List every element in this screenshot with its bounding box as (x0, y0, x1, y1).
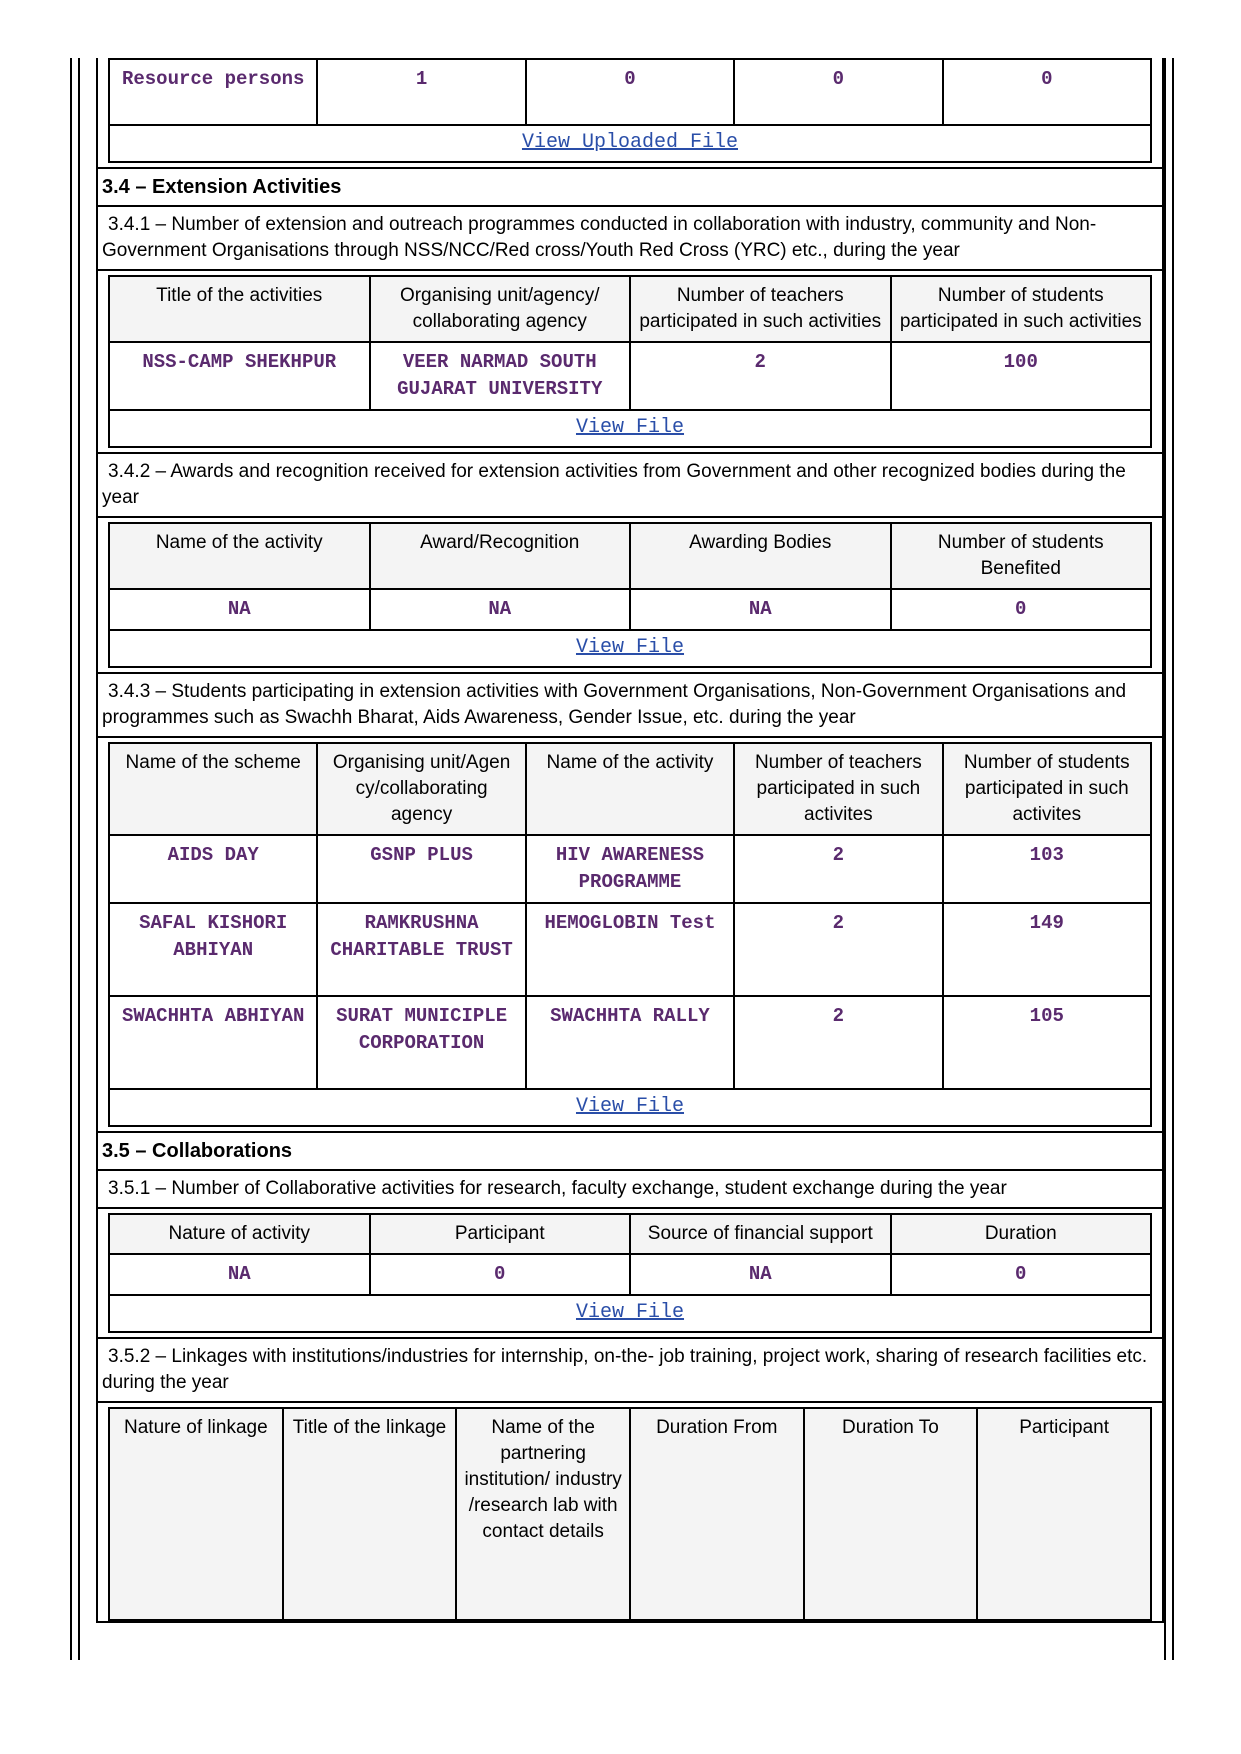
section-title-3-5: 3.5 – Collaborations (98, 1133, 1162, 1171)
table-3-4-2 (108, 522, 1152, 668)
table-wrap-3-4-2 (98, 518, 1162, 674)
view-file-link[interactable]: View File (575, 1095, 685, 1118)
table-header-row (109, 1214, 1151, 1254)
table-cell: VEER NARMAD SOUTH GUJARAT UNIVERSITY (370, 342, 631, 410)
subsection-heading-3-4-2: 3.4.2 – Awards and recognition received for extension activities from Government and other recognized bodies during the year (98, 454, 1162, 518)
view-file-link[interactable]: View File (575, 416, 685, 439)
table-cell: Resource persons (109, 59, 317, 125)
table-row (109, 59, 1151, 125)
table-cell: 1 (317, 59, 525, 125)
table-wrap-3-4-1 (98, 271, 1162, 454)
column-header: Duration To (804, 1408, 978, 1620)
table-row (109, 996, 1151, 1089)
column-header: Number of teachers participated in such activites (734, 743, 942, 835)
table-cell: 0 (526, 59, 734, 125)
report-content (96, 58, 1164, 1623)
column-header: Name of the activity (109, 523, 370, 589)
table-row (109, 342, 1151, 410)
table-row (109, 1254, 1151, 1295)
column-header: Source of financial support (630, 1214, 891, 1254)
column-header: Name of the scheme (109, 743, 317, 835)
column-header: Title of the linkage (283, 1408, 457, 1620)
view-file-link[interactable]: View File (575, 636, 685, 659)
column-header: Participant (977, 1408, 1151, 1620)
column-header: Award/Recognition (370, 523, 631, 589)
subsection-heading-3-4-3: 3.4.3 – Students participating in extension activities with Government Organisations, Non-Government Organisations and programmes such as Swachh Bharat, Aids Awareness, Gender Issue, etc. during the year (98, 674, 1162, 738)
section-title-3-4: 3.4 – Extension Activities (98, 169, 1162, 207)
column-header: Awarding Bodies (630, 523, 891, 589)
page-border-right-inner (1164, 58, 1166, 1660)
resource-persons-table (108, 58, 1152, 163)
table-cell: 2 (734, 835, 942, 903)
page-border-left-inner (78, 58, 80, 1660)
view-file-link[interactable]: View File (575, 1301, 685, 1324)
table-wrap-3-5-1 (98, 1209, 1162, 1339)
table-cell: GSNP PLUS (317, 835, 525, 903)
table-wrap-3-5-2 (98, 1403, 1162, 1621)
table-cell: NA (630, 1254, 891, 1295)
table-3-4-1 (108, 275, 1152, 448)
table-cell: NA (109, 589, 370, 630)
table-cell: HEMOGLOBIN Test (526, 903, 734, 996)
table-row (109, 589, 1151, 630)
table-cell: SWACHHTA RALLY (526, 996, 734, 1089)
subsection-heading-3-5-2: 3.5.2 – Linkages with institutions/industries for internship, on-the- job training, project work, sharing of research facilities etc. during the year (98, 1339, 1162, 1403)
table-cell: NA (370, 589, 631, 630)
column-header: Number of students Benefited (891, 523, 1152, 589)
table-cell: HIV AWARENESS PROGRAMME (526, 835, 734, 903)
table-wrap-3-4-3 (98, 738, 1162, 1133)
table-header-row (109, 1408, 1151, 1620)
table-cell: AIDS DAY (109, 835, 317, 903)
table-cell: 2 (630, 342, 891, 410)
table-cell: 0 (370, 1254, 631, 1295)
table-cell: 2 (734, 903, 942, 996)
column-header: Number of students participated in such activities (891, 276, 1152, 342)
report-frame (96, 58, 1164, 1623)
table-cell: 105 (943, 996, 1151, 1089)
table-cell: 0 (734, 59, 942, 125)
column-header: Nature of linkage (109, 1408, 283, 1620)
table-row (109, 1295, 1151, 1332)
table-cell: 0 (943, 59, 1151, 125)
table-cell: 0 (891, 1254, 1152, 1295)
table-3-5-1 (108, 1213, 1152, 1333)
table-row (109, 630, 1151, 667)
subsection-heading-3-5-1: 3.5.1 – Number of Collaborative activities for research, faculty exchange, student exchange during the year (98, 1171, 1162, 1209)
table-cell: RAMKRUSHNA CHARITABLE TRUST (317, 903, 525, 996)
column-header: Number of teachers participated in such activities (630, 276, 891, 342)
table-3-5-2 (108, 1407, 1152, 1621)
table-cell: SWACHHTA ABHIYAN (109, 996, 317, 1089)
table-cell: 103 (943, 835, 1151, 903)
table-cell: SAFAL KISHORI ABHIYAN (109, 903, 317, 996)
table-header-row (109, 523, 1151, 589)
table-cell: NSS-CAMP SHEKHPUR (109, 342, 370, 410)
column-header: Number of students participated in such activites (943, 743, 1151, 835)
page-border-right-outer (1172, 58, 1174, 1660)
column-header: Name of the activity (526, 743, 734, 835)
column-header: Title of the activities (109, 276, 370, 342)
subsection-heading-3-4-1: 3.4.1 – Number of extension and outreach programmes conducted in collaboration with industry, community and Non- Government Organisations through NSS/NCC/Red cross/Youth Red Cross (YRC) etc., during the year (98, 207, 1162, 271)
table-row (109, 125, 1151, 162)
table-cell: NA (630, 589, 891, 630)
table-cell: NA (109, 1254, 370, 1295)
column-header: Organising unit/Agen cy/collaborating agency (317, 743, 525, 835)
column-header: Duration (891, 1214, 1152, 1254)
column-header: Organising unit/agency/ collaborating agency (370, 276, 631, 342)
table-cell: 0 (891, 589, 1152, 630)
page-border-left-outer (70, 58, 72, 1660)
resource-persons-table-wrap (98, 58, 1162, 169)
table-cell: 100 (891, 342, 1152, 410)
table-header-row (109, 743, 1151, 835)
column-header: Nature of activity (109, 1214, 370, 1254)
column-header: Participant (370, 1214, 631, 1254)
table-cell: 2 (734, 996, 942, 1089)
column-header: Duration From (630, 1408, 804, 1620)
table-cell: 149 (943, 903, 1151, 996)
table-row (109, 903, 1151, 996)
table-cell: SURAT MUNICIPLE CORPORATION (317, 996, 525, 1089)
table-header-row (109, 276, 1151, 342)
table-row (109, 410, 1151, 447)
column-header: Name of the partnering institution/ industry /research lab with contact details (456, 1408, 630, 1620)
table-row (109, 835, 1151, 903)
table-row (109, 1089, 1151, 1126)
table-3-4-3 (108, 742, 1152, 1127)
view-uploaded-file-link[interactable]: View Uploaded File (521, 131, 739, 154)
